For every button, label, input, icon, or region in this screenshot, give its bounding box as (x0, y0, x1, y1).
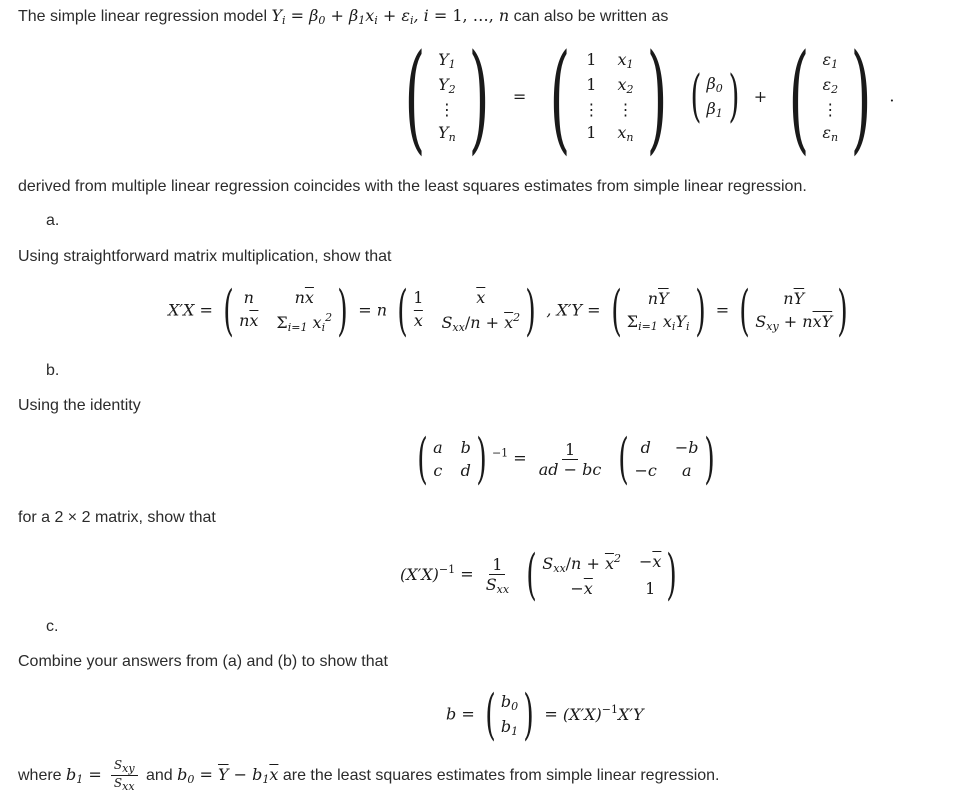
part-c-instruction: Combine your answers from (a) and (b) to show that (18, 653, 388, 670)
where-line: where $b_1$ = $\frac{\text{Sxy}}{\text{Sxx}}$ and $b_0 = \overline{Y} - b_1\overline{x}$ are the least squares estimates from simple linear regression. (18, 758, 720, 793)
b-estimate-equation: b = ( $b_0$ $b_1$ ) = $(X'X)^{-1}X'Y$ (446, 683, 644, 746)
inverse-identity-equation: ( a b c d ) $^{-1}$ = $\frac{1}{ad - bc}$ ( d −b −c a ) (417, 427, 715, 490)
derived-text: derived from multiple linear regression coincides with the least squares estimates from simple linear regression. (18, 178, 807, 195)
part-a-label: a. (46, 212, 60, 229)
intro-text: The simple linear regression model $Y_i = \beta_0 + \beta_1x_i + \varepsilon_i$, i = 1, …, n can also be written as (18, 6, 669, 27)
part-b-label: b. (46, 362, 60, 379)
part-b-note: for a 2 × 2 matrix, show that (18, 509, 216, 526)
part-c-label: c. (46, 618, 59, 635)
xtx-xty-equation: X′X = ( n $n\overline{x}$ $n\overline{x}$ $\Sigma_{i=1}$ $x_i^2$ ) = n ( 1 $\overline{x}$ $\overline{x}$ $S_{xx}/n + \overline{x}^2$ ) , X′Y = ( $n\overline{Y}$ $\Sigma_{i=1}$ $x_iY_i$ ) = ( $n\overline{Y}$ $S_{xy} + n\overline{x}\overline{Y}$ ) (168, 279, 848, 342)
part-b-instruction: Using the identity (18, 397, 141, 414)
matrix-model-equation: ( $Y_1$ $Y_2$ ⋮ $Y_n$ ) = ( 1 $x_1$ 1 $x_2$ ⋮ ⋮ 1 $x_n$ ) ( $\beta_0$ $\beta_1$ ) + ( $\varepsilon_1$ $\varepsilon_2$ ⋮ $\varepsilon_n$ ) . (404, 28, 895, 166)
xtx-inverse-equation: $(X'X)^{-1}$ = $\frac{1}{S_{xx}}$ ( $S_{xx}/n + \overline{x}^2$ $-\overline{x}$ $-\overline{x}$ 1 ) (400, 543, 678, 606)
part-a-instruction: Using straightforward matrix multiplication, show that (18, 248, 392, 265)
